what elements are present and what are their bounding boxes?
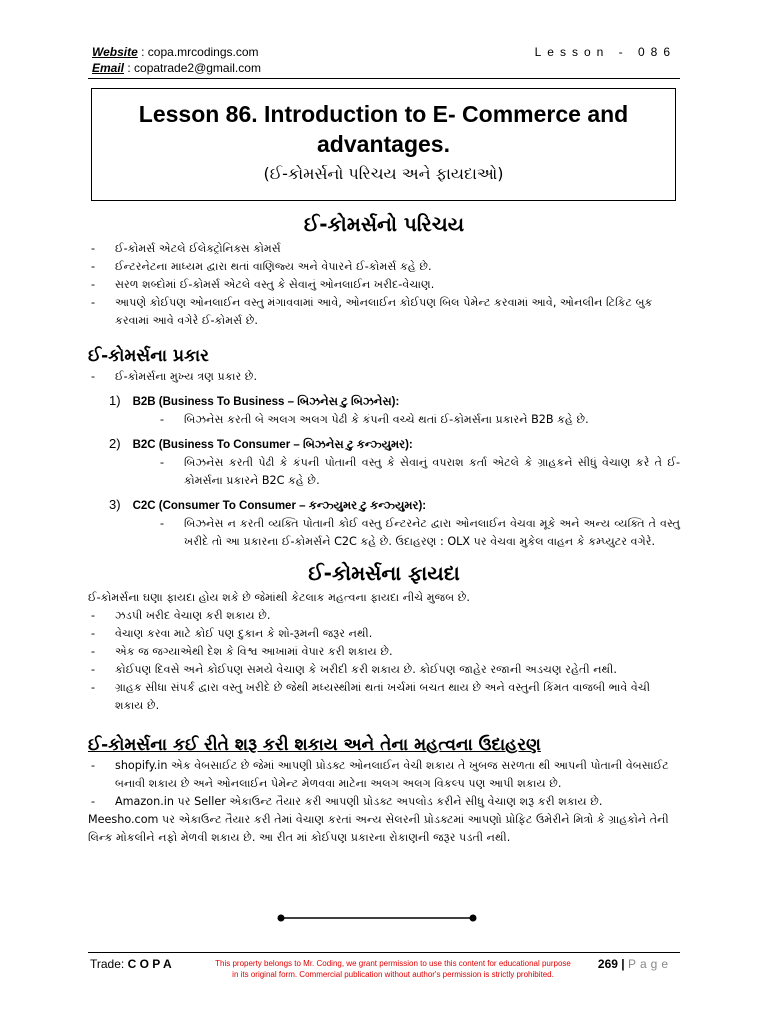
list-item: - shopify.in એક વેબસાઈટ છે જેમાં આપણી પ્રોડક્ટ ઓનલાઈન વેચી શકાય તે ખુબજ સરળતા થી આપની પોતાની વેબસાઈટ બનાવી શકાય છે અને ઓનલાઈન પેમેન્ટ મેળવવા માટેના અલગ અલગ વિકલ્પ પણ આપી શકાય છે.: [88, 757, 680, 793]
list-item: - Amazon.in પર Seller એકાઉન્ટ તૈયાર કરી આપણી પ્રોડક્ટ અપલોડ કરીને સીધુ વેચાણ શરૂ કરી શકાય છે.: [88, 793, 680, 811]
page-header: [92, 44, 676, 76]
type-c2c: [88, 496, 680, 515]
type-title: C2C (Consumer To Consumer – કન્ઝ્યુમર ટુ કન્ઝ્યુમર):: [132, 500, 427, 512]
start-closing: Meesho.com પર એકાઉન્ટ તૈયાર કરી તેમાં વેચાણ કરતાં અન્ય સેલરની પ્રોડક્ટમાં આપણો પ્રોફિટ ઉમેરીને મિત્રો કે ગ્રાહકોને તેની લિન્ક મોકલીને નફો મેળવી શકાય છે. આ રીત માં કોઈપણ પ્રકારના રોકાણની જરૂર પડતી નથી.: [88, 813, 669, 844]
list-item: - ઈ-કોમર્સ એટલે ઈલેક્ટ્રોનિક્સ કોમર્સ: [88, 240, 680, 258]
intro-list: [88, 240, 680, 330]
types-intro-list: [88, 368, 680, 386]
list-item: - ઈ-કોમર્સના મુખ્ય ત્રણ પ્રકાર છે.: [88, 368, 680, 386]
trade-label: Trade:: [90, 957, 125, 971]
section-divider: [277, 913, 477, 923]
lesson-title-line2: advantages.: [317, 131, 450, 157]
lesson-subtitle: (ઈ-કોમર્સનો પરિચય અને ફાયદાઓ): [263, 164, 504, 183]
document-body: [88, 204, 680, 847]
divider-dot-right: [470, 915, 477, 922]
advantages-list: [88, 607, 680, 715]
page-separator: |: [621, 957, 625, 971]
copyright-notice: [188, 958, 598, 980]
type-b2b: [88, 392, 680, 411]
type-title: B2C (Business To Consumer – બિઝનેસ ટુ કન્ઝ્યુમર):: [132, 439, 413, 451]
list-item: - આપણે કોઈપણ ઓનલાઈન વસ્તુ મંગાવવામાં આવે, ઓનલાઈન કોઈપણ બિલ પેમેન્ટ કરવામાં આવે, ઓનલીન ટિકિટ બુક કરવામાં આવે વગેરે ઈ-કોમર્સ છે.: [88, 294, 680, 330]
advantages-intro: ઈ-કોમર્સના ઘણા ફાયદા હોય શકે છે જેમાંથી કેટલાક મહત્વના ફાયદા નીચે મુજબ છે.: [88, 591, 470, 604]
type-c2c-desc: [88, 515, 680, 551]
website-label: Website: [92, 45, 138, 59]
type-number: 2): [109, 436, 121, 451]
page-number-area: [598, 957, 672, 971]
types-heading: ઈ-કોમર્સના પ્રકાર: [88, 346, 209, 366]
email-line: [92, 60, 676, 76]
page-number: 269: [597, 957, 618, 971]
list-item: - કોઈપણ દિવસે અને કોઈપણ સમયે વેચાણ કે ખરીદી કરી શકાય છે. કોઈપણ જાહેર રજાની અડચણ રહેતી નથી.: [88, 661, 680, 679]
notice-line1: This property belongs to Mr. Coding, we grant permission to use this content for educational purpose: [215, 959, 571, 968]
type-b2c-desc: [88, 454, 680, 490]
start-list: [88, 757, 680, 811]
type-number: 1): [109, 393, 121, 408]
header-divider: [88, 78, 680, 79]
intro-heading: ઈ-કોમર્સનો પરિચય: [303, 212, 465, 236]
email-label: Email: [92, 61, 125, 75]
list-item: - સરળ શબ્દોમાં ઈ-કોમર્સ એટલે વસ્તુ કે સેવાનું ઓનલાઈન ખરીદ-વેચાણ.: [88, 276, 680, 294]
website-line: [92, 44, 259, 60]
list-item: - બિઝનેસ કરતી પેઢી કે કંપની પોતાની વસ્તુ કે સેવાનું વપરાશ કર્તા એટલે કે ગ્રાહકને સીધું વેચાણ કરે તે ઈ-કોમર્સના પ્રકારને B2C કહે છે.: [160, 454, 680, 490]
notice-line2: in its original form. Commercial publication without author's permission is strictly prohibited.: [232, 970, 554, 979]
title-box: [91, 88, 676, 201]
list-item: - વેચાણ કરવા માટે કોઈ પણ દુકાન કે શો-રૂમની જરૂર નથી.: [88, 625, 680, 643]
footer-divider: [88, 952, 680, 953]
type-b2b-desc: [88, 411, 680, 429]
email-value[interactable]: : copatrade2@gmail.com: [127, 61, 261, 75]
website-value[interactable]: : copa.mrcodings.com: [141, 45, 259, 59]
type-number: 3): [109, 497, 121, 512]
lesson-title-line1: Lesson 86. Introduction to E- Commerce and: [138, 101, 629, 127]
type-title: B2B (Business To Business – બિઝનેસ ટુ બિઝનેસ):: [132, 396, 400, 408]
list-item: - ગ્રાહક સીધા સંપર્ક દ્વારા વસ્તુ ખરીદે છે જેથી મધ્યસ્થીમાં થતાં ખર્ચમાં બચત થાય છે અને વસ્તુની કિંમત વાજબી ભાવે વેચી શકાય છે.: [88, 679, 680, 715]
list-item: - બિઝનેસ ન કરતી વ્યક્તિ પોતાની કોઈ વસ્તુ ઈન્ટરનેટ દ્વારા ઓનલાઈન વેચવા મૂકે અને અન્ય વ્યક્તિ તે વસ્તુ ખરીદે તો આ પ્રકારના ઈ-કોમર્સને C2C કહે છે. ઉદાહરણ : OLX પર વેચવા મુકેલ વાહન કે કમ્પ્યુટર વગેરે.: [160, 515, 680, 551]
page-label: Page: [627, 957, 672, 971]
lesson-title: [92, 99, 675, 159]
footer-trade: [90, 957, 172, 971]
lesson-number: Lesson - 086: [534, 45, 676, 59]
list-item: - એક જ જગ્યાએથી દેશ કે વિશ્વ આખામાં વેપાર કરી શકાય છે.: [88, 643, 680, 661]
trade-value: C O P A: [127, 957, 172, 971]
start-heading: ઈ-કોમર્સના કઈ રીતે શરૂ કરી શકાય અને તેના મહત્વના ઉદાહરણ: [88, 735, 541, 755]
advantages-heading: ઈ-કોમર્સના ફાયદા: [308, 561, 460, 585]
list-item: - ઝડપી ખરીદ વેચાણ કરી શકાય છે.: [88, 607, 680, 625]
list-item: - બિઝનેસ કરતી બે અલગ અલગ પેઢી કે કંપની વચ્ચે થતાં ઈ-કોમર્સના પ્રકારને B2B કહે છે.: [160, 411, 680, 429]
list-item: - ઈન્ટરનેટના માધ્યમ દ્વારા થતાં વાણિજ્ય અને વેપારને ઈ-કોમર્સ કહે છે.: [88, 258, 680, 276]
type-b2c: [88, 435, 680, 454]
